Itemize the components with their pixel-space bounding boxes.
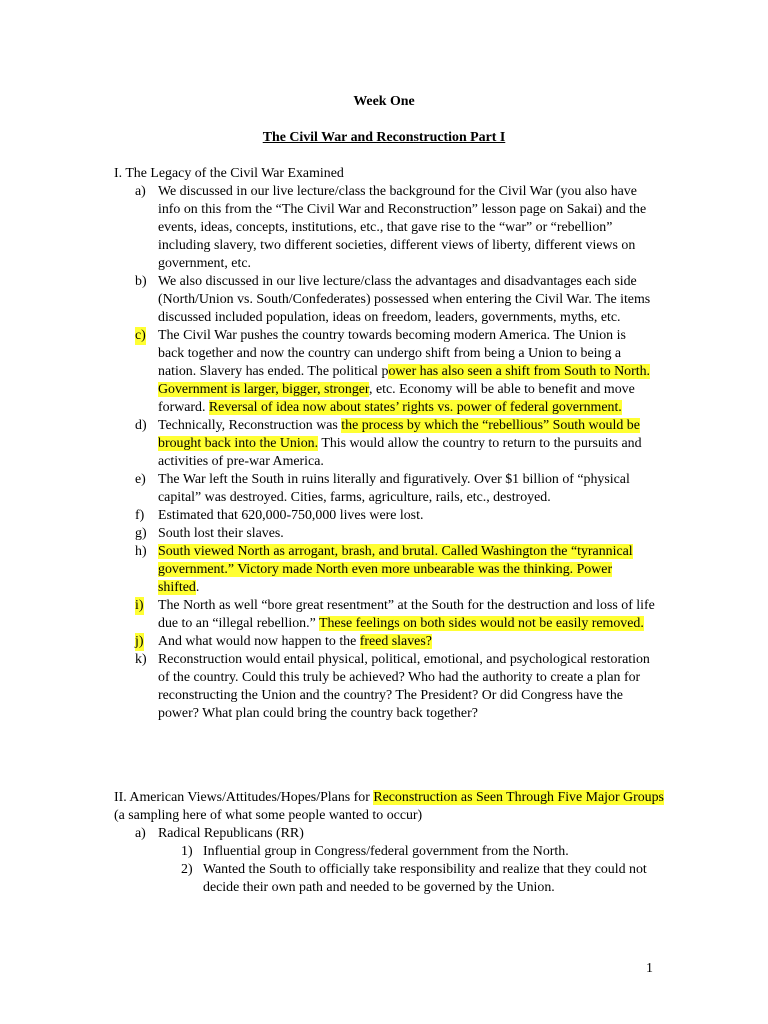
list-item [0, 507, 768, 525]
list-item-label: 2) [181, 862, 193, 877]
list-item-label: i) [135, 598, 144, 613]
list-item-label: g) [135, 526, 147, 541]
text-run: II. American Views/Attitudes/Hopes/Plans for [114, 790, 374, 805]
list-item-label: f) [135, 508, 145, 523]
list-item-text [203, 861, 648, 897]
text-run: And what would now happen to the [158, 634, 360, 649]
text-run: This would allow the country to return to the pursuits and activities of pre-war America. [158, 436, 642, 469]
highlighted-text: These feelings on both sides would not be easily removed. [318, 616, 644, 631]
text-run: Reconstruction would entail physical, political, emotional, and psychological restoration of the country. Could this truly be achieved? Who had the authority to create a plan for reconstructing the Union and the country? The President? Or did Congress have the power? What plan could bring the country back together? [158, 652, 650, 721]
page-number: 1 [646, 961, 653, 976]
list-item [0, 651, 768, 723]
text-run: . [195, 580, 200, 595]
document-title: The Civil War and Reconstruction Part I [262, 130, 506, 145]
list-item-label: 1) [181, 844, 193, 859]
list-item-text [158, 543, 655, 597]
list-item [0, 633, 768, 651]
highlighted-text: Reversal of idea now about states’ rights vs. power of federal government. [208, 400, 622, 415]
list-item-label: d) [135, 418, 147, 433]
list-item [0, 183, 768, 273]
list-item-label: c) [135, 328, 146, 343]
text-run: Estimated that 620,000-750,000 lives were lost. [158, 508, 424, 523]
list-item-text [158, 417, 655, 471]
list-item-text [203, 843, 648, 861]
highlighted-text: South viewed North as arrogant, brash, and brutal. Called Washington the “tyrannical government.” Victory made North even more unbearable was the thinking. Power shifted [158, 544, 633, 595]
week-heading: Week One [353, 94, 415, 109]
text-run: The War left the South in ruins literally and figuratively. Over $1 billion of “physical capital” was destroyed. Cities, farms, agriculture, rails, etc., destroyed. [158, 472, 630, 505]
list-item [0, 825, 768, 843]
list-item [0, 525, 768, 543]
list-item [0, 471, 768, 507]
highlighted-text: Reconstruction as Seen Through Five Major Groups [373, 790, 664, 805]
list-item [0, 543, 768, 597]
section-1-heading: I. The Legacy of the Civil War Examined [114, 166, 344, 181]
list-item [0, 417, 768, 471]
text-run: We also discussed in our live lecture/class the advantages and disadvantages each side (North/Union vs. South/Confederates) possessed when entering the Civil War. The items discussed included population, ideas on freedom, leaders, governments, myths, etc. [158, 274, 651, 325]
list-item [0, 327, 768, 417]
list-item-label: h) [135, 544, 147, 559]
text-run: We discussed in our live lecture/class the background for the Civil War (you also have info on this from the “The Civil War and Reconstruction” lesson page on Sakai) and the events, ideas, concepts, institutions, etc., that gave rise to the “war” or “rebellion” including slavery, two different societies, different views of liberty, different views on government, etc. [158, 184, 647, 271]
list-item-label: a) [135, 184, 146, 199]
text-run: , etc. Economy will be able to benefit and move forward. [158, 382, 635, 415]
section-1-list [0, 183, 768, 723]
list-item-text [158, 327, 655, 417]
text-run: Wanted the South to officially take responsibility and realize that they could not decide their own path and needed to be governed by the Union. [203, 862, 647, 895]
text-run: Radical Republicans (RR) [158, 826, 304, 841]
text-run: Technically, Reconstruction was [158, 418, 342, 433]
list-item-text [158, 183, 655, 273]
highlighted-text: ower has also seen a shift from South to North. Government is larger, bigger, stronger [158, 364, 650, 397]
text-run: (a sampling here of what some people wanted to occur) [114, 808, 423, 823]
sub-list-item [0, 843, 768, 861]
list-item-label: e) [135, 472, 146, 487]
section-2-heading [114, 789, 674, 825]
list-item-text [158, 525, 655, 543]
highlighted-text: freed slaves? [359, 634, 432, 649]
sub-list-item [0, 861, 768, 897]
text-run: South lost their slaves. [158, 526, 284, 541]
list-item-text [158, 507, 655, 525]
list-item-label: b) [135, 274, 147, 289]
list-item-text [158, 273, 655, 327]
list-item-text [158, 825, 655, 843]
list-item-label: a) [135, 826, 146, 841]
list-item-label: j) [135, 634, 144, 649]
list-item-text [158, 471, 655, 507]
list-item-text [158, 633, 655, 651]
highlighted-text: the process by which the “rebellious” South would be brought back into the Union. [158, 418, 640, 451]
list-item-text [158, 651, 655, 723]
text-run: Influential group in Congress/federal government from the North. [203, 844, 569, 859]
section-2-list [0, 825, 768, 897]
list-item-text [158, 597, 655, 633]
list-item [0, 597, 768, 633]
list-item [0, 273, 768, 327]
list-item-label: k) [135, 652, 147, 667]
text-run: The North as well “bore great resentment” at the South for the destruction and loss of life due to an “illegal rebellion.” [158, 598, 655, 631]
text-run: The Civil War pushes the country towards becoming modern America. The Union is back together and now the country can undergo shift from being a Union to being a nation. Slavery has ended. The political p [158, 328, 626, 379]
